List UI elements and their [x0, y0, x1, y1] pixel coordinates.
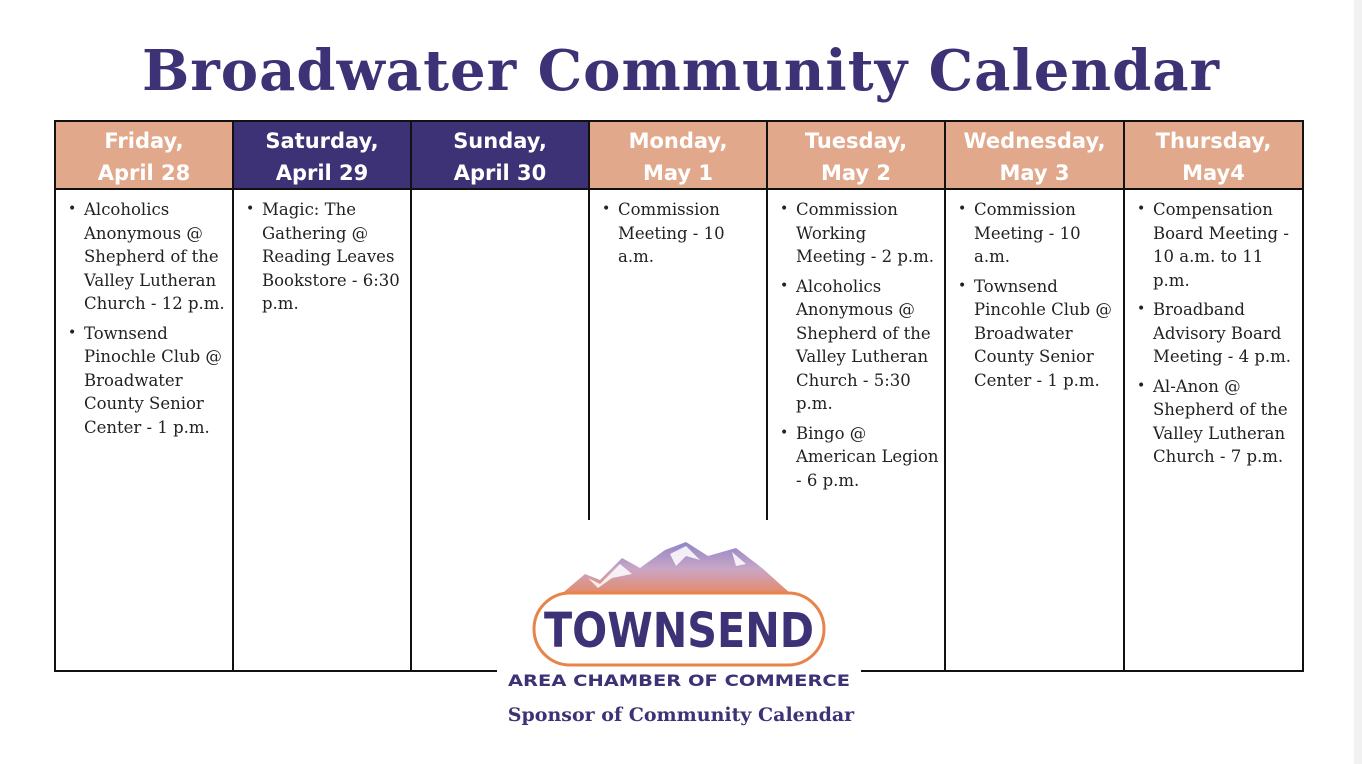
day-column-friday [54, 120, 234, 672]
event-item: • Commission Working Meeting - 2 p.m. [796, 198, 940, 269]
event-list [946, 198, 1123, 392]
day-name: Tuesday, [804, 129, 908, 153]
event-item: • Broadband Advisory Board Meeting - 4 p.m. [1153, 298, 1298, 369]
logo-subtitle: AREA CHAMBER OF COMMERCE [508, 671, 850, 690]
day-date: May 1 [642, 161, 714, 185]
event-item: • Bingo @ American Legion - 6 p.m. [796, 422, 940, 493]
event-item: • Alcoholics Anonymous @ Shepherd of the Valley Lutheran Church - 12 p.m. [84, 198, 228, 316]
day-name: Wednesday, [963, 129, 1106, 153]
event-item: • Compensation Board Meeting - 10 a.m. to 11 p.m. [1153, 198, 1298, 292]
day-date: May 2 [820, 161, 892, 185]
day-name: Monday, [628, 129, 728, 153]
event-item: • Commission Meeting - 10 a.m. [618, 198, 762, 269]
day-name: Sunday, [453, 129, 547, 153]
day-header-thursday [1125, 122, 1302, 190]
day-name: Saturday, [265, 129, 379, 153]
scrollbar[interactable] [1354, 0, 1362, 764]
event-item: • Commission Meeting - 10 a.m. [974, 198, 1119, 269]
day-header-monday [590, 122, 766, 190]
day-header-friday [56, 122, 232, 190]
day-date: April 29 [275, 161, 369, 185]
townsend-chamber-logo [500, 530, 858, 700]
day-header-tuesday [768, 122, 944, 190]
event-item: • Townsend Pinochle Club @ Broadwater County Senior Center - 1 p.m. [84, 322, 228, 440]
event-item: • Al-Anon @ Shepherd of the Valley Lutheran Church - 7 p.m. [1153, 375, 1298, 469]
day-date: May4 [1182, 161, 1245, 185]
day-date: April 28 [97, 161, 191, 185]
logo-name: TOWNSEND [544, 603, 814, 659]
page-title: Broadwater Community Calendar [141, 38, 1221, 104]
day-name: Thursday, [1155, 129, 1272, 153]
day-header-saturday [234, 122, 410, 190]
day-header-wednesday [946, 122, 1123, 190]
event-item: • Townsend Pincohle Club @ Broadwater County Senior Center - 1 p.m. [974, 275, 1119, 393]
event-list [56, 198, 232, 439]
event-list [1125, 198, 1302, 469]
day-header-sunday [412, 122, 588, 190]
event-list [590, 198, 766, 269]
day-column-saturday [232, 120, 412, 672]
day-date: April 30 [453, 161, 547, 185]
day-column-wednesday [944, 120, 1125, 672]
event-item: • Alcoholics Anonymous @ Shepherd of the Valley Lutheran Church - 5:30 p.m. [796, 275, 940, 416]
day-name: Friday, [104, 129, 184, 153]
event-item: • Magic: The Gathering @ Reading Leaves Bookstore - 6:30 p.m. [262, 198, 406, 316]
event-list [234, 198, 410, 316]
event-list [768, 198, 944, 492]
sponsor-caption: Sponsor of Community Calendar [507, 704, 855, 726]
day-date: May 3 [999, 161, 1070, 185]
day-column-thursday [1123, 120, 1304, 672]
